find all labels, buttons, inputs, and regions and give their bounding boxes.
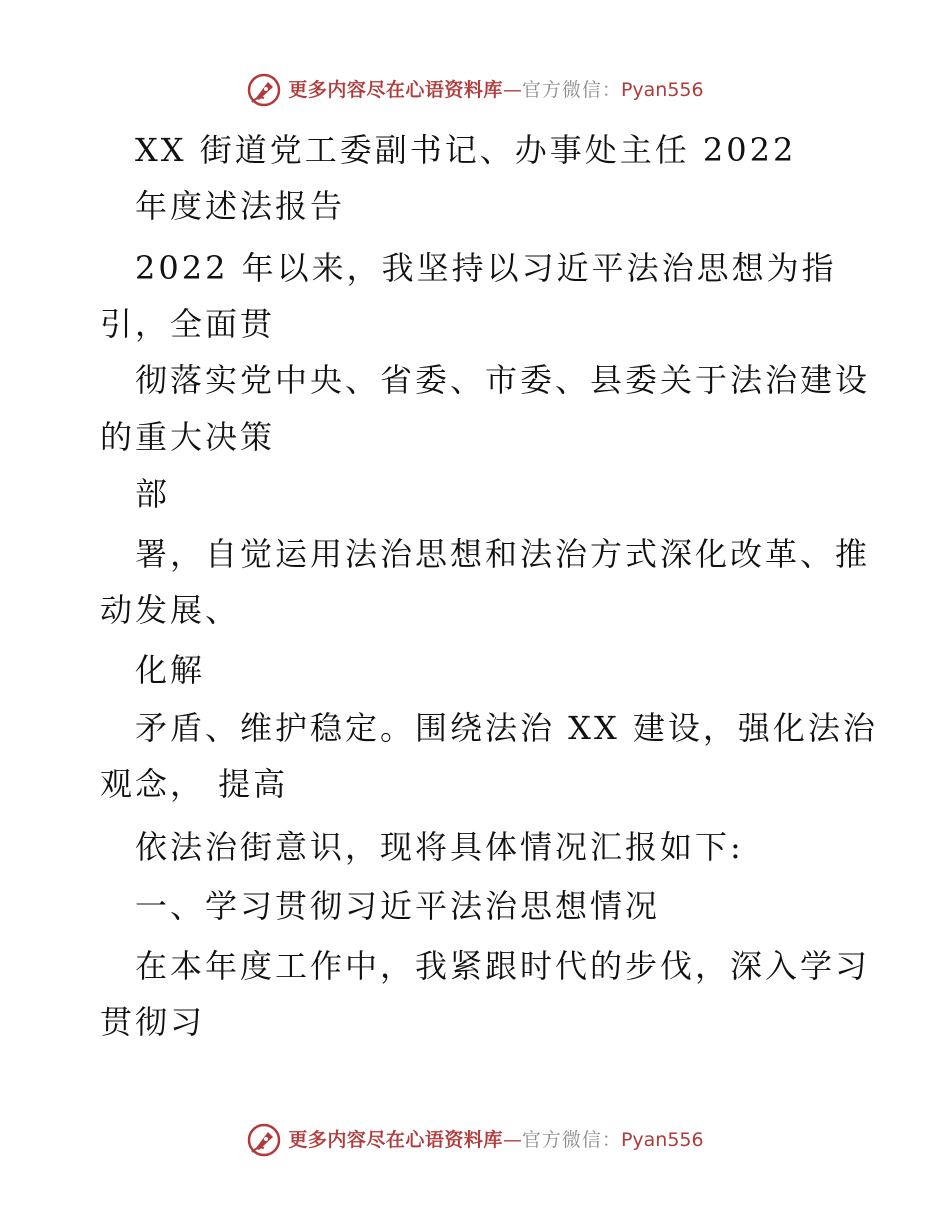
- paragraph-line: 的重大决策: [100, 418, 276, 456]
- section-heading: 一、学习贯彻习近平法治思想情况: [135, 887, 661, 925]
- paragraph-line: 2022 年以来，我坚持以习近平法治思想为指: [135, 249, 837, 287]
- watermark-account: Pyan556: [620, 1128, 704, 1151]
- pen-nib-logo-icon: [246, 72, 282, 108]
- paragraph-line: 贯彻习: [100, 1003, 206, 1041]
- watermark-wechat-label: 官方微信: [521, 78, 602, 101]
- watermark-dash: —: [502, 1128, 522, 1151]
- paragraph-line: 署，自觉运用法治思想和法治方式深化改革、推: [135, 535, 871, 573]
- paragraph-line: 部: [135, 475, 171, 513]
- paragraph-line: 在本年度工作中，我紧跟时代的步伐，深入学习: [135, 947, 871, 985]
- paragraph-line: 引，全面贯: [100, 305, 276, 343]
- watermark-separator: ：: [601, 1128, 621, 1151]
- paragraph-line: 化解: [135, 651, 206, 689]
- document-title-line-2: 年度述法报告: [135, 187, 346, 225]
- pen-nib-logo-icon: [246, 1122, 282, 1158]
- watermark-account: Pyan556: [620, 78, 704, 101]
- paragraph-line: 彻落实党中央、省委、市委、县委关于法治建设: [135, 361, 871, 399]
- watermark-separator: ：: [601, 78, 621, 101]
- watermark-header: [0, 70, 950, 110]
- watermark-brand-text: 更多内容尽在心语资料库: [288, 1128, 503, 1151]
- paragraph-line: 依法治街意识，现将具体情况汇报如下:: [135, 828, 744, 866]
- watermark-wechat-label: 官方微信: [521, 1128, 602, 1151]
- watermark-brand-text: 更多内容尽在心语资料库: [288, 78, 503, 101]
- document-title-line-1: XX 街道党工委副书记、办事处主任 2022: [135, 131, 797, 169]
- watermark-dash: —: [502, 78, 522, 101]
- paragraph-line: 观念， 提高: [100, 765, 289, 803]
- paragraph-line: 动发展、: [100, 591, 241, 629]
- watermark-footer: [0, 1120, 950, 1160]
- paragraph-line: 矛盾、维护稳定。围绕法治 XX 建设，强化法治: [135, 709, 878, 747]
